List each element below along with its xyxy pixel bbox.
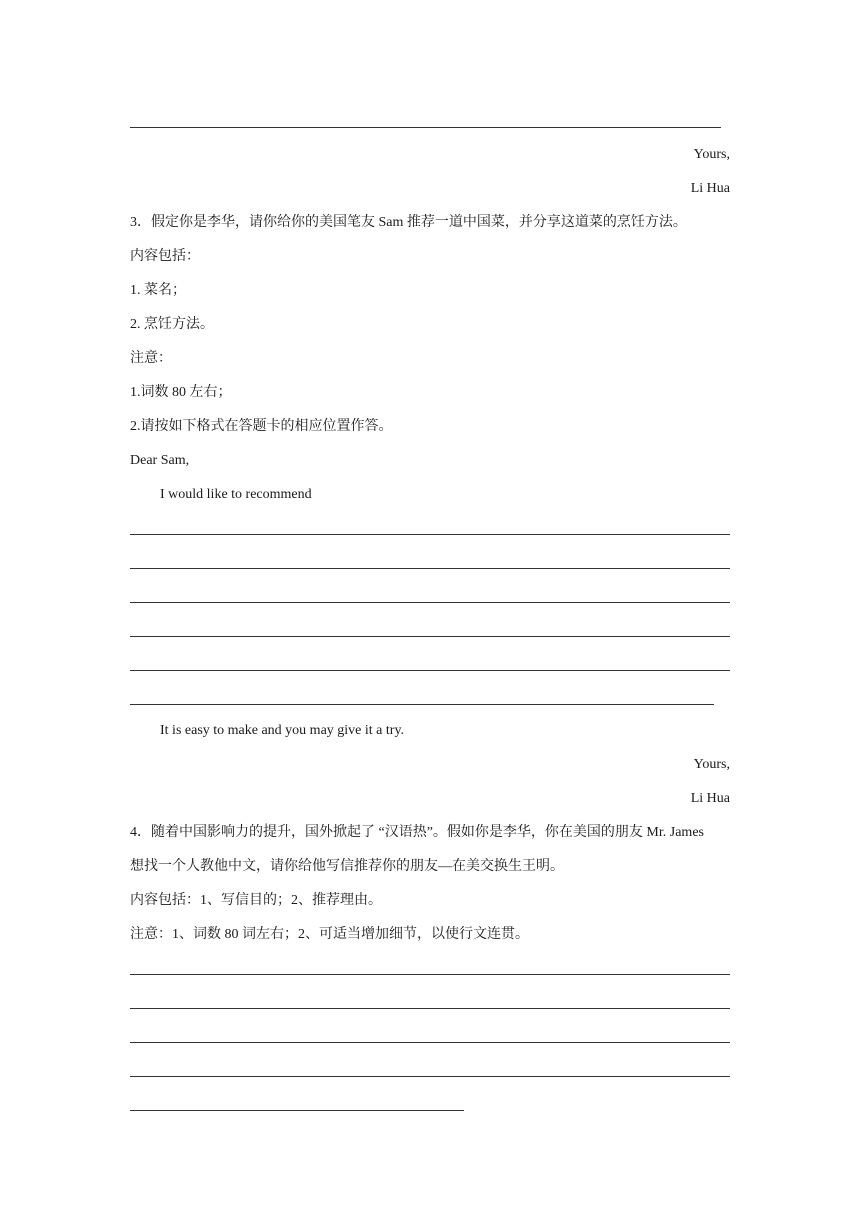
letter-opening: I would like to recommend — [160, 487, 312, 502]
answer-line — [130, 1076, 730, 1077]
answer-line — [130, 1008, 730, 1009]
salutation: Dear Sam, — [130, 453, 190, 468]
question-4-title-line-2: 想找一个人教他中文，请你给他写信推荐你的朋友—在美交换生王明。 — [130, 859, 564, 874]
note-requirements: 注意：1、词数 80 词左右；2、可适当增加细节，以使行文连贯。 — [130, 927, 529, 942]
answer-line — [130, 568, 730, 569]
answer-line — [130, 1110, 464, 1111]
closing-name: Li Hua — [690, 181, 730, 196]
closing-name: Li Hua — [690, 791, 730, 806]
closing-yours: Yours, — [693, 147, 730, 162]
content-item-1: 1. 菜名； — [130, 283, 186, 298]
content-requirements: 内容包括：1、写信目的；2、推荐理由。 — [130, 893, 382, 908]
answer-line — [130, 636, 730, 637]
question-3-title: 3．假定你是李华，请你给你的美国笔友 Sam 推荐一道中国菜，并分享这道菜的烹饪方法。 — [130, 215, 687, 230]
content-label: 内容包括： — [130, 249, 200, 264]
question-4-title-line-1: 4．随着中国影响力的提升，国外掀起了 “汉语热”。假如你是李华，你在美国的朋友 Mr. James — [130, 825, 704, 840]
answer-line — [130, 704, 714, 705]
note-label: 注意： — [130, 351, 172, 366]
answer-line — [130, 534, 730, 535]
note-item-1: 1.词数 80 左右； — [130, 385, 232, 400]
note-item-2: 2.请按如下格式在答题卡的相应位置作答。 — [130, 419, 393, 434]
answer-line — [130, 1042, 730, 1043]
answer-line — [130, 602, 730, 603]
answer-line — [130, 670, 730, 671]
answer-line — [130, 127, 721, 128]
content-item-2: 2. 烹饪方法。 — [130, 317, 214, 332]
answer-line — [130, 974, 730, 975]
closing-yours: Yours, — [693, 757, 730, 772]
closing-sentence: It is easy to make and you may give it a try. — [160, 723, 405, 738]
